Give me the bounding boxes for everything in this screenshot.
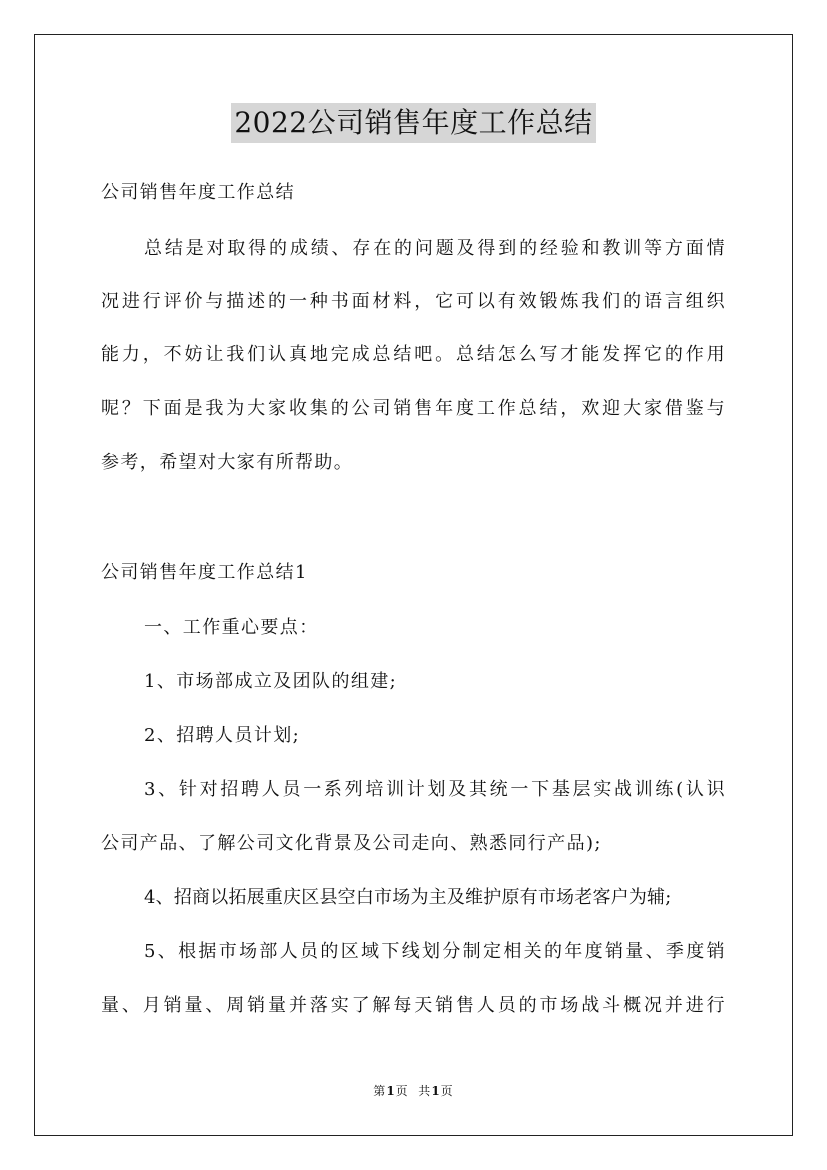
list-item-1: 1、市场部成立及团队的组建; xyxy=(144,671,398,692)
list-item-5-line-1: 5、根据市场部人员的区域下线划分制定相关的年度销量、季度销 xyxy=(144,941,726,962)
intro-line-1: 总结是对取得的成绩、存在的问题及得到的经验和教训等方面情 xyxy=(144,238,726,259)
intro-line-2: 况进行评价与描述的一种书面材料，它可以有效锻炼我们的语言组织 xyxy=(101,291,726,312)
footer-suffix: 页 xyxy=(440,1084,454,1098)
section-heading: 公司销售年度工作总结1 xyxy=(101,562,308,583)
page-footer xyxy=(0,1082,827,1100)
list-item-3-line-1: 3、针对招聘人员一系列培训计划及其统一下基层实战训练(认识 xyxy=(144,779,726,800)
intro-line-3: 能力，不妨让我们认真地完成总结吧。总结怎么写才能发挥它的作用 xyxy=(101,344,726,365)
list-item-4: 4、招商以拓展重庆区县空白市场为主及维护原有市场老客户为辅; xyxy=(144,887,672,908)
list-item-5-line-2: 量、月销量、周销量并落实了解每天销售人员的市场战斗概况并进行 xyxy=(101,995,726,1016)
document-title: 2022公司销售年度工作总结 xyxy=(231,103,595,143)
point-heading: 一、工作重心要点： xyxy=(144,617,319,638)
list-item-2: 2、招聘人员计划; xyxy=(144,725,301,746)
footer-prefix: 第 xyxy=(373,1084,387,1098)
current-page-number: 1 xyxy=(386,1084,396,1098)
title-container xyxy=(0,103,827,143)
list-item-3-line-2: 公司产品、了解公司文化背景及公司走向、熟悉同行产品); xyxy=(101,833,602,854)
footer-mid: 页 共 xyxy=(395,1084,432,1098)
intro-line-5: 参考，希望对大家有所帮助。 xyxy=(101,452,354,473)
total-pages-number: 1 xyxy=(431,1084,441,1098)
subtitle: 公司销售年度工作总结 xyxy=(101,182,295,203)
intro-line-4: 呢？下面是我为大家收集的公司销售年度工作总结，欢迎大家借鉴与 xyxy=(101,398,726,419)
